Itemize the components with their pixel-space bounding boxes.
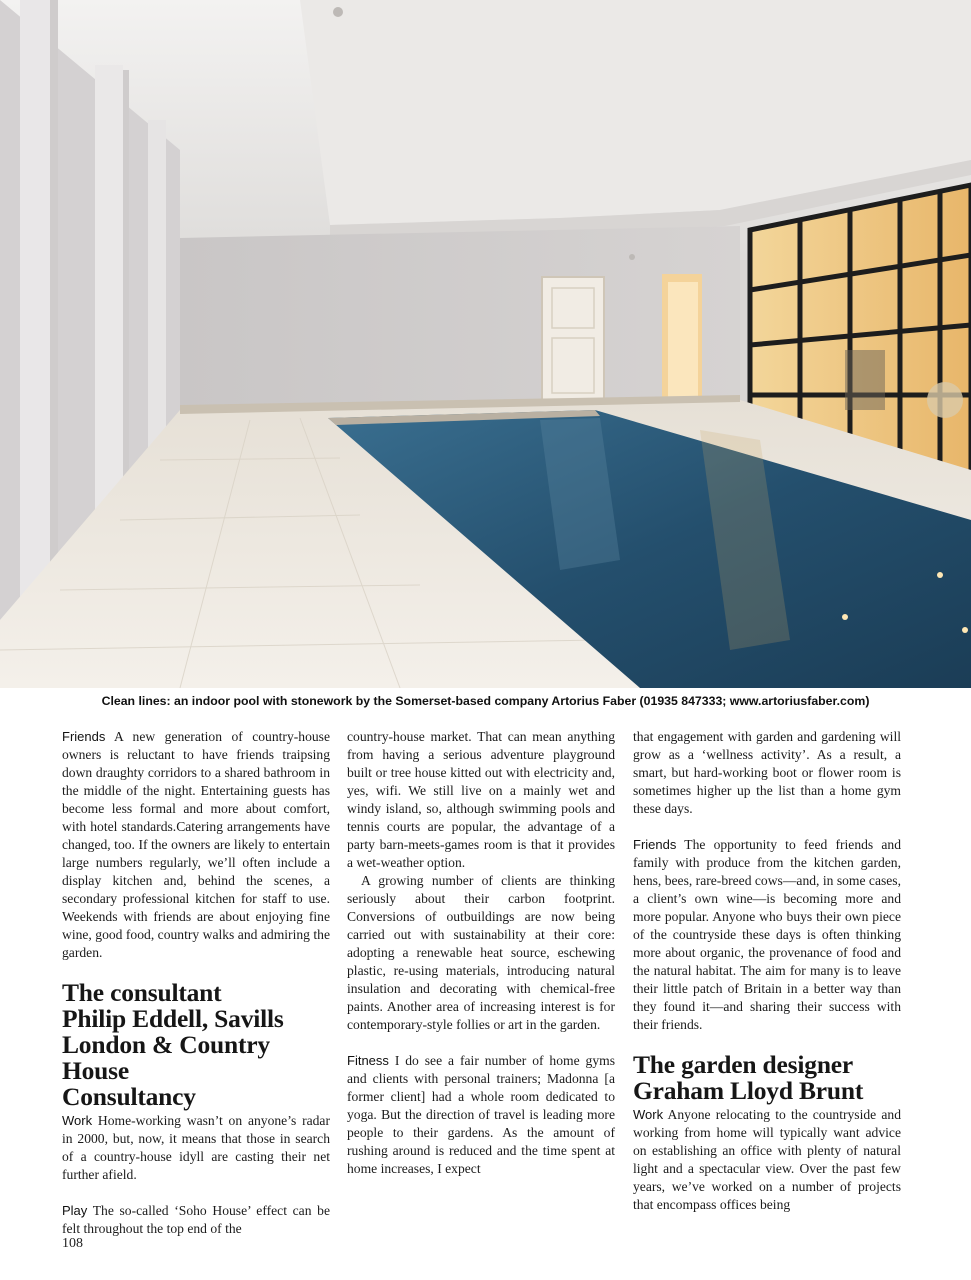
heading-line: London & Country House: [62, 1030, 270, 1085]
heading-line: Consultancy: [62, 1082, 196, 1111]
text-column-2: [347, 728, 615, 1178]
paragraph-text: A growing number of clients are thinking seriously about their carbon footprint. Conversions of outbuildings are now being carried out with sustainability at their core: adopting a renewable heat source, eschewing plastic, re-using materials, introducing natural insulation and decorating with chemical-free paints. Another area of increasing interest is for contemporary-style follies or art in the garden.: [347, 873, 615, 1032]
paragraph-work: [633, 1106, 901, 1214]
paragraph-work: [62, 1112, 330, 1184]
text-column-1: [62, 728, 330, 1238]
paragraph-friends: [633, 836, 901, 1034]
paragraph-text: Home-working wasn’t on anyone’s radar in 2000, but, now, it means that those in search of a country-house idyll are casting their net further afield.: [62, 1113, 330, 1182]
keyword-work: Work: [62, 1113, 93, 1128]
page-number: 108: [62, 1236, 83, 1251]
section-heading-consultant: [62, 980, 330, 1110]
photo-caption: Clean lines: an indoor pool with stonework by the Somerset-based company Artorius Faber (01935 847333; www.artoriusfaber.com): [101, 694, 870, 708]
paragraph-text: I do see a fair number of home gyms and clients with personal trainers; Madonna [a former client] had a whole room dedicated to yoga. But the direction of travel is leading more people to their gardens. As the amount of rushing around is reduced and the time spent at home increases, I expect: [347, 1053, 615, 1176]
keyword-work: Work: [633, 1107, 664, 1122]
heading-line: Graham Lloyd Brunt: [633, 1076, 864, 1105]
paragraph-text: that engagement with garden and gardening will grow as a ‘wellness activity’. As a result, a smart, but hard-working boot or flower room is sometimes higher up the list than a home gym these days.: [633, 729, 901, 816]
heading-line: The garden designer: [633, 1050, 854, 1079]
keyword-play: Play: [62, 1203, 88, 1218]
paragraph-text: A new generation of country-house owners is reluctant to have friends traipsing down draughty corridors to a shared bathroom in the middle of the night. Entertaining guests has become less formal and more about comfort, with hotel standards.Catering arrangements have changed, too. If the owners are likely to entertain large numbers regularly, we’ll often include a display kitchen and, behind the scenes, a secondary professional kitchen for staff to use. Weekends with friends are about enjoying fine wine, good food, country walks and admiring the garden.: [62, 729, 330, 960]
heading-line: The consultant: [62, 978, 222, 1007]
paragraph-text: The opportunity to feed friends and family with produce from the kitchen garden, hens, bees, rare-breed cows—and, in some cases, a client’s own wine—is becoming more and more popular. Anyone who buys their own piece of the countryside these days is often thinking more about organic, the provenance of food and the natural habitat. The aim for many is to leave their little patch of Britain in a better way than they found it—and sharing their success with their friends.: [633, 837, 901, 1032]
heading-line: Philip Eddell, Savills: [62, 1004, 284, 1033]
text-column-3: [633, 728, 901, 1214]
paragraph-friends: [62, 728, 330, 962]
paragraph-play: [62, 1202, 330, 1238]
keyword-friends: Friends: [62, 729, 106, 744]
paragraph-text: country-house market. That can mean anything from having a serious adventure playground built or tree house kitted out with electricity and, yes, wifi. We still live on a mainly wet and windy island, so, although swimming pools and tennis courts are popular, the advantage of a party barn-meets-games room is that it provides a wet-weather option.: [347, 729, 615, 870]
paragraph-text: The so-called ‘Soho House’ effect can be felt throughout the top end of the: [62, 1203, 330, 1236]
paragraph-text: Anyone relocating to the countryside and working from home will typically want advice on establishing an office with plenty of natural light and a spectacular view. Over the past few years, we’ve worked on a number of projects that encompass offices being: [633, 1107, 901, 1212]
keyword-fitness: Fitness: [347, 1053, 389, 1068]
paragraph-fitness: [347, 1052, 615, 1178]
keyword-friends: Friends: [633, 837, 677, 852]
section-heading-garden-designer: [633, 1052, 901, 1104]
